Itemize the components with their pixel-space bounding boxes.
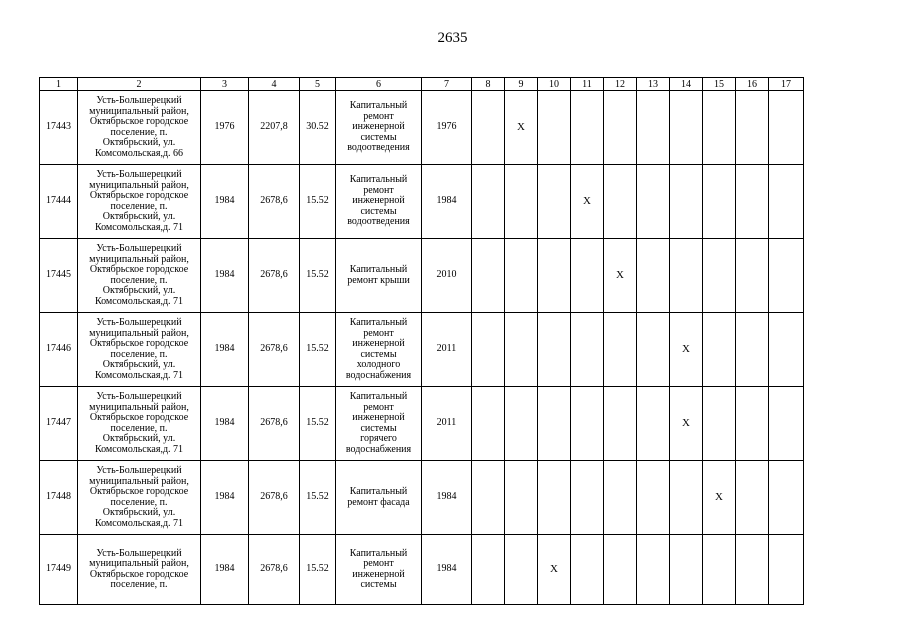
last-repair-year-cell: 2011 — [422, 387, 472, 461]
wear-cell: 15.52 — [300, 535, 336, 605]
record-id-cell: 17446 — [40, 313, 78, 387]
period-cell — [736, 461, 769, 535]
work-type-cell: Капитальный ремонт крыши — [336, 239, 422, 313]
period-cell — [703, 239, 736, 313]
period-mark: X — [682, 416, 690, 429]
period-mark-cell — [670, 387, 703, 461]
address-cell: Усть-Большерецкий муниципальный район, Октябрьское городское поселение, п. Октябрьский, ул. Комсомольская,д. 71 — [78, 387, 201, 461]
period-cell — [571, 387, 604, 461]
period-cell — [769, 239, 804, 313]
wear-cell: 15.52 — [300, 239, 336, 313]
table-row — [40, 91, 804, 165]
period-cell — [703, 91, 736, 165]
period-cell — [769, 165, 804, 239]
period-cell — [571, 91, 604, 165]
year-built-cell: 1984 — [201, 535, 249, 605]
column-header: 8 — [472, 78, 505, 91]
period-cell — [538, 91, 571, 165]
period-cell — [472, 387, 505, 461]
address-cell: Усть-Большерецкий муниципальный район, Октябрьское городское поселение, п. Октябрьский, ул. Комсомольская,д. 71 — [78, 461, 201, 535]
column-header: 13 — [637, 78, 670, 91]
period-cell — [571, 313, 604, 387]
period-cell — [736, 239, 769, 313]
period-cell — [769, 535, 804, 605]
period-mark: X — [715, 490, 723, 503]
wear-cell: 15.52 — [300, 461, 336, 535]
work-type-cell: Капитальный ремонт инженерной системы — [336, 535, 422, 605]
period-cell — [670, 91, 703, 165]
period-cell — [703, 313, 736, 387]
record-id-cell: 17447 — [40, 387, 78, 461]
period-mark: X — [616, 268, 624, 281]
last-repair-year-cell: 1984 — [422, 165, 472, 239]
year-built-cell: 1984 — [201, 461, 249, 535]
address-cell: Усть-Большерецкий муниципальный район, Октябрьское городское поселение, п. Октябрьский, ул. Комсомольская,д. 71 — [78, 239, 201, 313]
area-cell: 2678,6 — [249, 387, 300, 461]
period-cell — [703, 535, 736, 605]
area-cell: 2207,8 — [249, 91, 300, 165]
column-header: 7 — [422, 78, 472, 91]
address-cell: Усть-Большерецкий муниципальный район, Октябрьское городское поселение, п. Октябрьский, ул. Комсомольская,д. 66 — [78, 91, 201, 165]
period-mark: X — [517, 120, 525, 133]
area-cell: 2678,6 — [249, 165, 300, 239]
area-cell: 2678,6 — [249, 313, 300, 387]
column-header: 9 — [505, 78, 538, 91]
area-cell: 2678,6 — [249, 535, 300, 605]
work-type-cell: Капитальный ремонт инженерной системы водоотведения — [336, 91, 422, 165]
table-row — [40, 239, 804, 313]
column-header: 10 — [538, 78, 571, 91]
period-cell — [637, 535, 670, 605]
period-cell — [736, 387, 769, 461]
work-type-cell: Капитальный ремонт фасада — [336, 461, 422, 535]
last-repair-year-cell: 2011 — [422, 313, 472, 387]
period-cell — [736, 91, 769, 165]
period-cell — [637, 91, 670, 165]
period-cell — [736, 535, 769, 605]
column-header: 4 — [249, 78, 300, 91]
column-header: 2 — [78, 78, 201, 91]
period-mark-cell — [703, 461, 736, 535]
period-cell — [472, 535, 505, 605]
period-mark-cell — [571, 165, 604, 239]
page-number: 2635 — [437, 30, 468, 46]
period-cell — [505, 461, 538, 535]
period-cell — [703, 387, 736, 461]
column-number-row — [40, 78, 804, 91]
last-repair-year-cell: 2010 — [422, 239, 472, 313]
period-cell — [571, 239, 604, 313]
year-built-cell: 1984 — [201, 313, 249, 387]
period-cell — [736, 313, 769, 387]
address-cell: Усть-Большерецкий муниципальный район, Октябрьское городское поселение, п. — [78, 535, 201, 605]
address-cell: Усть-Большерецкий муниципальный район, Октябрьское городское поселение, п. Октябрьский, ул. Комсомольская,д. 71 — [78, 165, 201, 239]
period-cell — [538, 313, 571, 387]
period-mark-cell — [604, 239, 637, 313]
work-type-cell: Капитальный ремонт инженерной системы холодного водоснабжения — [336, 313, 422, 387]
period-cell — [736, 165, 769, 239]
table-row — [40, 165, 804, 239]
period-cell — [538, 239, 571, 313]
last-repair-year-cell: 1984 — [422, 535, 472, 605]
wear-cell: 30.52 — [300, 91, 336, 165]
area-cell: 2678,6 — [249, 239, 300, 313]
column-header: 3 — [201, 78, 249, 91]
column-header: 5 — [300, 78, 336, 91]
period-cell — [604, 313, 637, 387]
period-cell — [472, 461, 505, 535]
last-repair-year-cell: 1984 — [422, 461, 472, 535]
record-id-cell: 17444 — [40, 165, 78, 239]
period-cell — [604, 387, 637, 461]
period-cell — [637, 387, 670, 461]
column-header: 12 — [604, 78, 637, 91]
repair-schedule-table — [39, 77, 804, 605]
period-cell — [670, 239, 703, 313]
column-header: 16 — [736, 78, 769, 91]
address-cell: Усть-Большерецкий муниципальный район, Октябрьское городское поселение, п. Октябрьский, ул. Комсомольская,д. 71 — [78, 313, 201, 387]
period-cell — [637, 461, 670, 535]
column-header: 15 — [703, 78, 736, 91]
table-row — [40, 313, 804, 387]
column-header: 6 — [336, 78, 422, 91]
table-row — [40, 461, 804, 535]
period-mark-cell — [505, 91, 538, 165]
period-cell — [637, 313, 670, 387]
period-cell — [538, 165, 571, 239]
period-cell — [670, 535, 703, 605]
period-mark: X — [550, 562, 558, 575]
period-cell — [571, 461, 604, 535]
period-cell — [670, 461, 703, 535]
period-cell — [505, 313, 538, 387]
year-built-cell: 1984 — [201, 387, 249, 461]
period-cell — [472, 313, 505, 387]
period-cell — [505, 535, 538, 605]
table-row — [40, 535, 804, 605]
period-cell — [769, 461, 804, 535]
period-mark: X — [682, 342, 690, 355]
column-header: 1 — [40, 78, 78, 91]
record-id-cell: 17443 — [40, 91, 78, 165]
record-id-cell: 17448 — [40, 461, 78, 535]
year-built-cell: 1976 — [201, 91, 249, 165]
period-cell — [703, 165, 736, 239]
period-cell — [769, 387, 804, 461]
work-type-cell: Капитальный ремонт инженерной системы горячего водоснабжения — [336, 387, 422, 461]
wear-cell: 15.52 — [300, 313, 336, 387]
period-cell — [670, 165, 703, 239]
period-cell — [637, 165, 670, 239]
record-id-cell: 17449 — [40, 535, 78, 605]
period-cell — [604, 535, 637, 605]
table-row — [40, 387, 804, 461]
period-cell — [505, 387, 538, 461]
period-cell — [604, 461, 637, 535]
wear-cell: 15.52 — [300, 387, 336, 461]
period-cell — [472, 91, 505, 165]
period-cell — [505, 239, 538, 313]
period-cell — [604, 91, 637, 165]
period-cell — [637, 239, 670, 313]
area-cell: 2678,6 — [249, 461, 300, 535]
wear-cell: 15.52 — [300, 165, 336, 239]
period-cell — [571, 535, 604, 605]
column-header: 17 — [769, 78, 804, 91]
year-built-cell: 1984 — [201, 239, 249, 313]
period-cell — [538, 387, 571, 461]
period-cell — [472, 239, 505, 313]
period-cell — [538, 461, 571, 535]
period-cell — [769, 91, 804, 165]
column-header: 14 — [670, 78, 703, 91]
record-id-cell: 17445 — [40, 239, 78, 313]
period-cell — [604, 165, 637, 239]
period-mark: X — [583, 194, 591, 207]
last-repair-year-cell: 1976 — [422, 91, 472, 165]
period-cell — [769, 313, 804, 387]
period-cell — [472, 165, 505, 239]
column-header: 11 — [571, 78, 604, 91]
year-built-cell: 1984 — [201, 165, 249, 239]
period-mark-cell — [538, 535, 571, 605]
period-cell — [505, 165, 538, 239]
period-mark-cell — [670, 313, 703, 387]
work-type-cell: Капитальный ремонт инженерной системы водоотведения — [336, 165, 422, 239]
